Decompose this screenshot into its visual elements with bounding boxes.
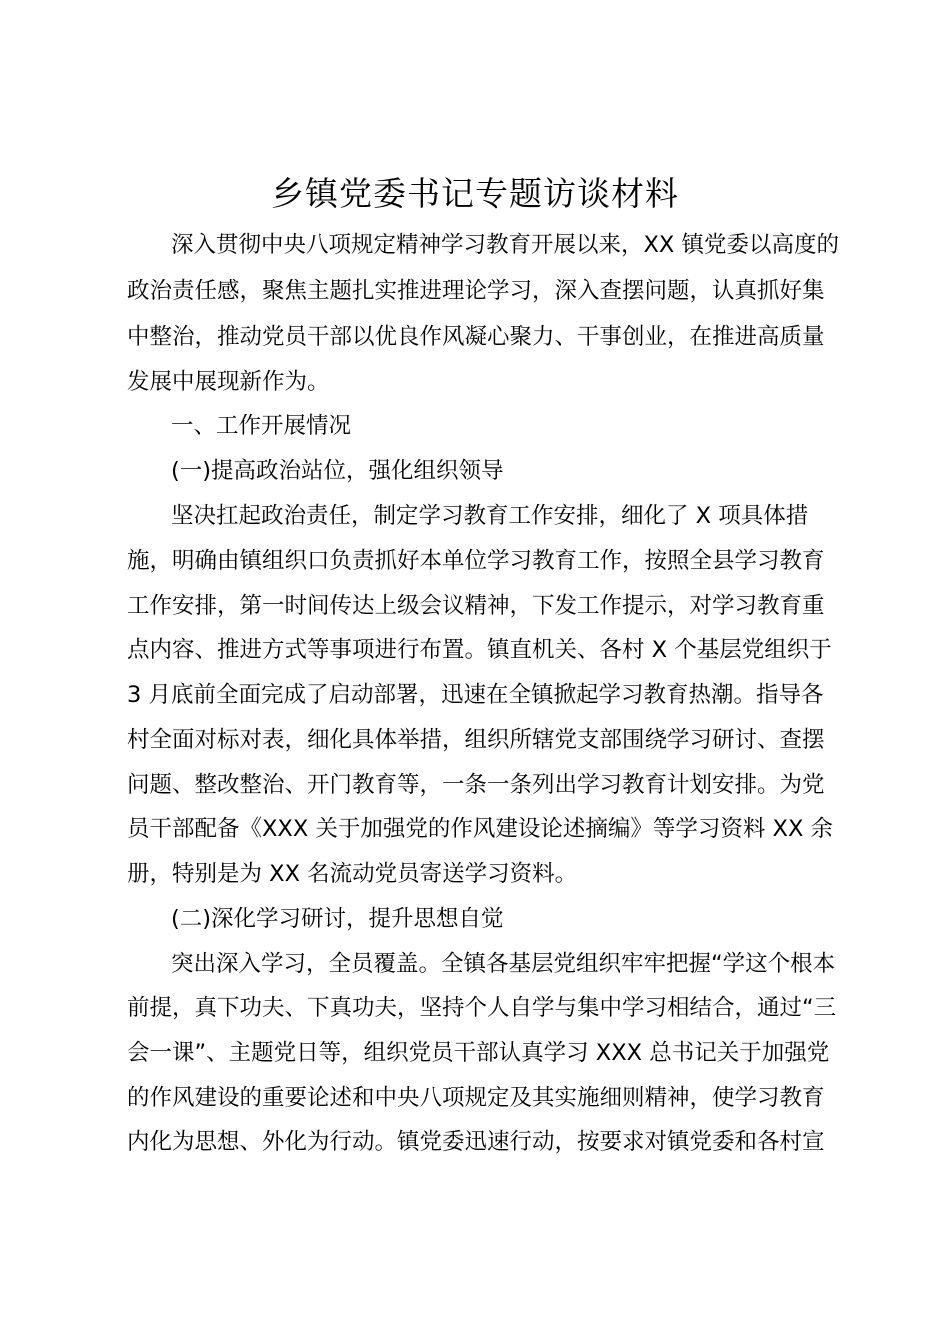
subsection-heading: (一)提高政治站位，强化组织领导: [171, 458, 504, 484]
paragraph-line: 政治责任感，聚焦主题扎实推进理论学习，深入查摆问题，认真抓好集: [127, 278, 825, 304]
paragraph-line: 会一课”、主题党日等，组织党员干部认真学习 XXX 总书记关于加强党: [127, 1040, 830, 1066]
section-heading: 一、工作开展情况: [171, 413, 352, 439]
document-title: 乡镇党委书记专题访谈材料: [271, 174, 679, 213]
paragraph-line: 坚决扛起政治责任，制定学习教育工作安排，细化了 X 项具体措: [171, 503, 809, 529]
paragraph-line: 前提，真下功夫、下真功夫，坚持个人自学与集中学习相结合，通过“三: [127, 995, 837, 1021]
paragraph-line: 内化为思想、外化为行动。镇党委迅速行动，按要求对镇党委和各村宣: [127, 1129, 825, 1155]
paragraph-line: 工作安排，第一时间传达上级会议精神，下发工作提示，对学习教育重: [127, 593, 825, 619]
paragraph-line: 发展中展现新作为。: [127, 369, 330, 395]
paragraph-line: 深入贯彻中央八项规定精神学习教育开展以来，XX 镇党委以高度的: [171, 232, 839, 258]
paragraph-line: 突出深入学习，全员覆盖。全镇各基层党组织牢牢把握“学这个根本: [171, 951, 836, 977]
paragraph-line: 3 月底前全面完成了启动部署，迅速在全镇掀起学习教育热潮。指导各: [127, 682, 824, 708]
paragraph-line: 问题、整改整治、开门教育等，一条一条列出学习教育计划安排。为党: [127, 772, 825, 798]
paragraph-line: 员干部配备《XXX 关于加强党的作风建设论述摘编》等学习资料 XX 余: [127, 816, 834, 842]
paragraph-line: 施，明确由镇组织口负责抓好本单位学习教育工作，按照全县学习教育: [127, 548, 825, 574]
paragraph-line: 点内容、推进方式等事项进行布置。镇直机关、各村 X 个基层党组织于: [127, 637, 832, 663]
paragraph-line: 的作风建设的重要论述和中央八项规定及其实施细则精神，使学习教育: [127, 1085, 825, 1111]
paragraph-line: 册，特别是为 XX 名流动党员寄送学习资料。: [127, 861, 578, 887]
subsection-heading: (二)深化学习研讨，提升思想自觉: [171, 906, 504, 932]
paragraph-line: 村全面对标对表，细化具体举措，组织所辖党支部围绕学习研讨、查摆: [127, 727, 825, 753]
paragraph-line: 中整治，推动党员干部以优良作风凝心聚力、干事创业，在推进高质量: [127, 324, 825, 350]
